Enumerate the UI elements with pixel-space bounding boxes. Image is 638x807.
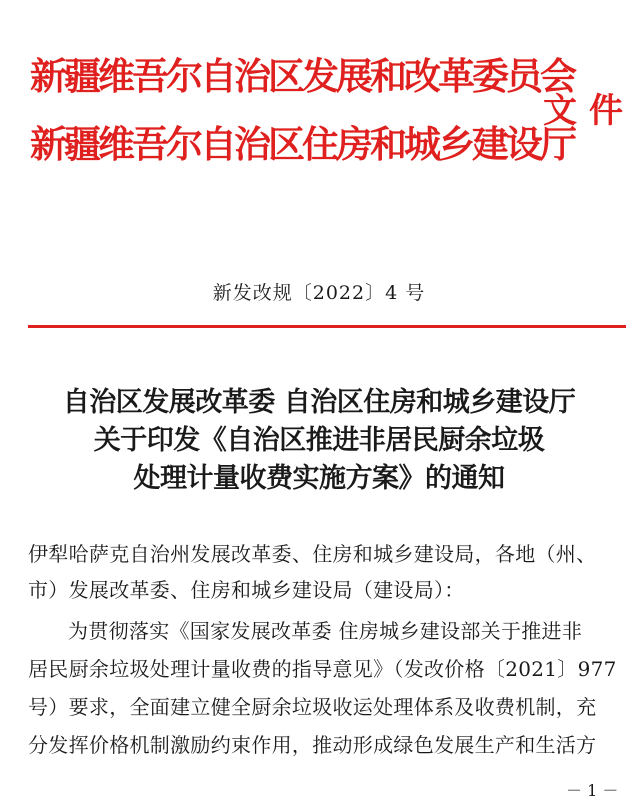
document-title-line-2: 关于印发《自治区推进非居民厨余垃圾 (93, 425, 545, 456)
recipients-line-1: 伊犁哈萨克自治州发展改革委、住房和城乡建设局，各地（州、 (28, 542, 597, 566)
page-number: － 1 － (566, 781, 619, 800)
issuer-name-line-1: 新疆维吾尔自治区发展和改革委员会 (30, 54, 574, 98)
body-paragraph-line-2: 居民厨余垃圾处理计量收费的指导意见》（发改价格〔2021〕977 (28, 657, 617, 681)
document-type-label: 文件 (543, 91, 635, 131)
document-title-line-3: 处理计量收费实施方案》的通知 (133, 463, 505, 494)
body-paragraph-line-1: 为贯彻落实《国家发展改革委 住房城乡建设部关于推进非 (68, 619, 583, 643)
document-title-line-1: 自治区发展改革委 自治区住房和城乡建设厅 (62, 387, 576, 418)
issuer-name-line-2: 新疆维吾尔自治区住房和城乡建设厅 (30, 122, 574, 166)
body-paragraph-line-3: 号）要求，全面建立健全厨余垃圾收运处理体系及收费机制，充 (28, 695, 597, 719)
document-number: 新发改规〔2022〕4 号 (212, 282, 426, 304)
red-separator-line (28, 325, 626, 328)
body-paragraph-line-4: 分发挥价格机制激励约束作用，推动形成绿色发展生产和生活方 (28, 733, 597, 757)
recipients-line-2: 市）发展改革委、住房和城乡建设局（建设局）： (28, 578, 465, 602)
